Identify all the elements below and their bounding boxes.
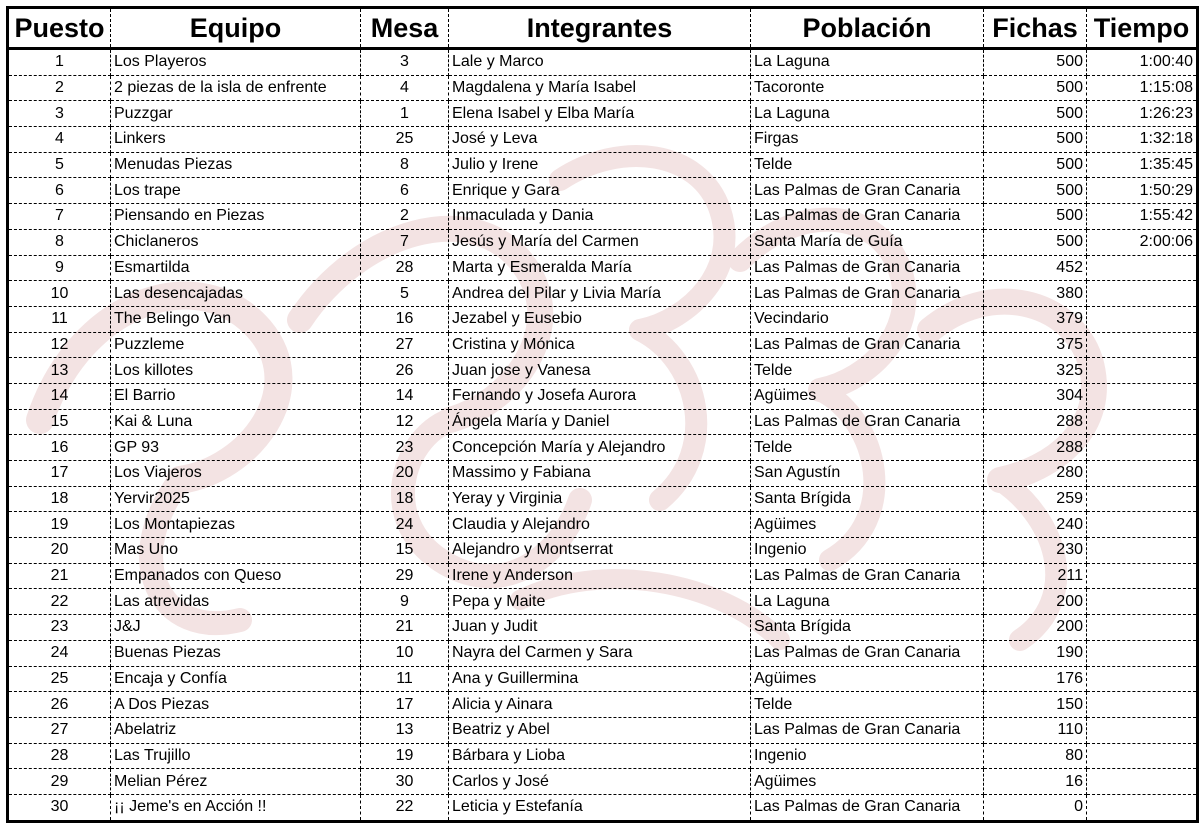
table-row: [8, 717, 1198, 743]
cell-equipo: Encaja y Confía: [111, 666, 361, 692]
cell-tiempo: [1087, 563, 1198, 589]
cell-integrantes: Juan jose y Vanesa: [449, 358, 751, 384]
cell-integrantes: Ana y Guillermina: [449, 666, 751, 692]
cell-tiempo: [1087, 794, 1198, 821]
cell-mesa: 29: [361, 563, 449, 589]
cell-equipo: Las Trujillo: [111, 743, 361, 769]
cell-poblacion: Las Palmas de Gran Canaria: [751, 332, 984, 358]
cell-puesto: 1: [8, 49, 111, 76]
cell-equipo: Mas Uno: [111, 538, 361, 564]
table-row: [8, 563, 1198, 589]
cell-equipo: Puzzgar: [111, 101, 361, 127]
cell-fichas: 288: [984, 409, 1087, 435]
cell-mesa: 16: [361, 306, 449, 332]
cell-fichas: 325: [984, 358, 1087, 384]
cell-poblacion: Ingenio: [751, 538, 984, 564]
cell-mesa: 6: [361, 178, 449, 204]
cell-puesto: 11: [8, 306, 111, 332]
cell-mesa: 8: [361, 152, 449, 178]
table-row: [8, 358, 1198, 384]
cell-tiempo: 2:00:06: [1087, 229, 1198, 255]
header-poblacion: Población: [751, 8, 984, 49]
cell-fichas: 375: [984, 332, 1087, 358]
cell-equipo: Melian Pérez: [111, 769, 361, 795]
cell-mesa: 30: [361, 769, 449, 795]
cell-integrantes: Leticia y Estefanía: [449, 794, 751, 821]
cell-tiempo: [1087, 281, 1198, 307]
cell-mesa: 26: [361, 358, 449, 384]
cell-mesa: 18: [361, 486, 449, 512]
cell-equipo: Las atrevidas: [111, 589, 361, 615]
cell-poblacion: La Laguna: [751, 49, 984, 76]
cell-puesto: 29: [8, 769, 111, 795]
cell-equipo: Abelatriz: [111, 717, 361, 743]
cell-integrantes: Bárbara y Lioba: [449, 743, 751, 769]
cell-tiempo: 1:50:29: [1087, 178, 1198, 204]
cell-tiempo: [1087, 332, 1198, 358]
cell-poblacion: Ingenio: [751, 743, 984, 769]
header-tiempo: Tiempo: [1087, 8, 1198, 49]
table-row: [8, 794, 1198, 821]
cell-integrantes: Enrique y Gara: [449, 178, 751, 204]
cell-mesa: 24: [361, 512, 449, 538]
cell-integrantes: Yeray y Virginia: [449, 486, 751, 512]
cell-tiempo: [1087, 666, 1198, 692]
cell-equipo: Los Playeros: [111, 49, 361, 76]
cell-poblacion: Telde: [751, 152, 984, 178]
cell-integrantes: José y Leva: [449, 127, 751, 153]
table-row: [8, 75, 1198, 101]
cell-mesa: 9: [361, 589, 449, 615]
cell-fichas: 16: [984, 769, 1087, 795]
cell-puesto: 24: [8, 640, 111, 666]
cell-integrantes: Julio y Irene: [449, 152, 751, 178]
cell-fichas: 500: [984, 127, 1087, 153]
cell-fichas: 200: [984, 615, 1087, 641]
cell-mesa: 15: [361, 538, 449, 564]
cell-poblacion: Telde: [751, 358, 984, 384]
cell-fichas: 150: [984, 692, 1087, 718]
header-fichas: Fichas: [984, 8, 1087, 49]
cell-poblacion: Telde: [751, 692, 984, 718]
cell-tiempo: 1:15:08: [1087, 75, 1198, 101]
cell-integrantes: Jesús y María del Carmen: [449, 229, 751, 255]
cell-tiempo: [1087, 486, 1198, 512]
table-row: [8, 383, 1198, 409]
cell-puesto: 30: [8, 794, 111, 821]
cell-equipo: Los Viajeros: [111, 461, 361, 487]
table-row: [8, 49, 1198, 76]
cell-puesto: 4: [8, 127, 111, 153]
cell-equipo: Linkers: [111, 127, 361, 153]
cell-fichas: 379: [984, 306, 1087, 332]
table-row: [8, 589, 1198, 615]
cell-tiempo: [1087, 435, 1198, 461]
cell-mesa: 25: [361, 127, 449, 153]
cell-fichas: 500: [984, 204, 1087, 230]
table-row: [8, 640, 1198, 666]
cell-fichas: 500: [984, 75, 1087, 101]
table-row: [8, 435, 1198, 461]
cell-poblacion: Agüimes: [751, 769, 984, 795]
cell-poblacion: San Agustín: [751, 461, 984, 487]
cell-fichas: 200: [984, 589, 1087, 615]
cell-equipo: El Barrio: [111, 383, 361, 409]
cell-integrantes: Alicia y Ainara: [449, 692, 751, 718]
cell-integrantes: Cristina y Mónica: [449, 332, 751, 358]
cell-integrantes: Juan y Judit: [449, 615, 751, 641]
cell-puesto: 19: [8, 512, 111, 538]
cell-fichas: 259: [984, 486, 1087, 512]
cell-integrantes: Massimo y Fabiana: [449, 461, 751, 487]
cell-puesto: 23: [8, 615, 111, 641]
cell-equipo: Menudas Piezas: [111, 152, 361, 178]
cell-fichas: 80: [984, 743, 1087, 769]
cell-mesa: 11: [361, 666, 449, 692]
table-row: [8, 409, 1198, 435]
cell-mesa: 19: [361, 743, 449, 769]
cell-poblacion: Las Palmas de Gran Canaria: [751, 409, 984, 435]
cell-mesa: 1: [361, 101, 449, 127]
table-row: [8, 101, 1198, 127]
cell-tiempo: [1087, 512, 1198, 538]
cell-mesa: 5: [361, 281, 449, 307]
cell-mesa: 12: [361, 409, 449, 435]
cell-poblacion: Agüimes: [751, 512, 984, 538]
cell-fichas: 500: [984, 152, 1087, 178]
cell-integrantes: Marta y Esmeralda María: [449, 255, 751, 281]
cell-mesa: 17: [361, 692, 449, 718]
cell-fichas: 280: [984, 461, 1087, 487]
cell-tiempo: [1087, 589, 1198, 615]
cell-equipo: J&J: [111, 615, 361, 641]
cell-puesto: 14: [8, 383, 111, 409]
cell-puesto: 13: [8, 358, 111, 384]
header-integrantes: Integrantes: [449, 8, 751, 49]
header-equipo: Equipo: [111, 8, 361, 49]
cell-equipo: Buenas Piezas: [111, 640, 361, 666]
cell-puesto: 9: [8, 255, 111, 281]
cell-integrantes: Irene y Anderson: [449, 563, 751, 589]
cell-fichas: 500: [984, 49, 1087, 76]
cell-equipo: The Belingo Van: [111, 306, 361, 332]
cell-fichas: 190: [984, 640, 1087, 666]
cell-poblacion: Agüimes: [751, 666, 984, 692]
table-row: [8, 512, 1198, 538]
cell-poblacion: Telde: [751, 435, 984, 461]
table-row: [8, 461, 1198, 487]
cell-fichas: 176: [984, 666, 1087, 692]
cell-tiempo: [1087, 383, 1198, 409]
table-row: [8, 306, 1198, 332]
cell-puesto: 17: [8, 461, 111, 487]
cell-tiempo: 1:55:42: [1087, 204, 1198, 230]
cell-poblacion: Las Palmas de Gran Canaria: [751, 717, 984, 743]
cell-fichas: 211: [984, 563, 1087, 589]
cell-equipo: Las desencajadas: [111, 281, 361, 307]
cell-equipo: Los killotes: [111, 358, 361, 384]
cell-tiempo: [1087, 358, 1198, 384]
table-row: [8, 666, 1198, 692]
cell-tiempo: [1087, 461, 1198, 487]
cell-puesto: 21: [8, 563, 111, 589]
cell-poblacion: Vecindario: [751, 306, 984, 332]
cell-equipo: Los trape: [111, 178, 361, 204]
cell-integrantes: Concepción María y Alejandro: [449, 435, 751, 461]
cell-mesa: 10: [361, 640, 449, 666]
cell-mesa: 20: [361, 461, 449, 487]
cell-fichas: 500: [984, 229, 1087, 255]
cell-puesto: 10: [8, 281, 111, 307]
cell-equipo: Puzzleme: [111, 332, 361, 358]
cell-poblacion: Las Palmas de Gran Canaria: [751, 204, 984, 230]
cell-tiempo: [1087, 615, 1198, 641]
cell-fichas: 230: [984, 538, 1087, 564]
cell-puesto: 18: [8, 486, 111, 512]
cell-integrantes: Lale y Marco: [449, 49, 751, 76]
cell-tiempo: 1:26:23: [1087, 101, 1198, 127]
table-row: [8, 204, 1198, 230]
cell-tiempo: [1087, 538, 1198, 564]
cell-puesto: 3: [8, 101, 111, 127]
cell-tiempo: [1087, 692, 1198, 718]
cell-poblacion: Las Palmas de Gran Canaria: [751, 640, 984, 666]
table-row: [8, 486, 1198, 512]
cell-tiempo: [1087, 255, 1198, 281]
cell-tiempo: 1:00:40: [1087, 49, 1198, 76]
cell-equipo: 2 piezas de la isla de enfrente: [111, 75, 361, 101]
cell-integrantes: Fernando y Josefa Aurora: [449, 383, 751, 409]
cell-mesa: 28: [361, 255, 449, 281]
cell-integrantes: Magdalena y María Isabel: [449, 75, 751, 101]
cell-equipo: ¡¡ Jeme's en Acción !!: [111, 794, 361, 821]
results-table: [6, 6, 1199, 823]
cell-puesto: 26: [8, 692, 111, 718]
cell-integrantes: Nayra del Carmen y Sara: [449, 640, 751, 666]
cell-fichas: 304: [984, 383, 1087, 409]
cell-puesto: 2: [8, 75, 111, 101]
header-puesto: Puesto: [8, 8, 111, 49]
cell-integrantes: Jezabel y Eusebio: [449, 306, 751, 332]
cell-tiempo: [1087, 409, 1198, 435]
cell-fichas: 500: [984, 101, 1087, 127]
cell-fichas: 500: [984, 178, 1087, 204]
cell-fichas: 0: [984, 794, 1087, 821]
cell-integrantes: Inmaculada y Dania: [449, 204, 751, 230]
cell-integrantes: Carlos y José: [449, 769, 751, 795]
cell-tiempo: [1087, 306, 1198, 332]
table-row: [8, 255, 1198, 281]
cell-mesa: 21: [361, 615, 449, 641]
cell-integrantes: Ángela María y Daniel: [449, 409, 751, 435]
cell-equipo: Yervir2025: [111, 486, 361, 512]
cell-puesto: 28: [8, 743, 111, 769]
header-row: [8, 8, 1198, 49]
cell-puesto: 20: [8, 538, 111, 564]
cell-poblacion: Firgas: [751, 127, 984, 153]
cell-mesa: 3: [361, 49, 449, 76]
table-row: [8, 152, 1198, 178]
table-row: [8, 281, 1198, 307]
cell-equipo: A Dos Piezas: [111, 692, 361, 718]
cell-poblacion: Las Palmas de Gran Canaria: [751, 563, 984, 589]
cell-poblacion: Tacoronte: [751, 75, 984, 101]
cell-puesto: 25: [8, 666, 111, 692]
table-row: [8, 615, 1198, 641]
cell-poblacion: Agüimes: [751, 383, 984, 409]
cell-fichas: 110: [984, 717, 1087, 743]
cell-equipo: Piensando en Piezas: [111, 204, 361, 230]
cell-integrantes: Elena Isabel y Elba María: [449, 101, 751, 127]
cell-poblacion: Santa Brígida: [751, 615, 984, 641]
cell-puesto: 27: [8, 717, 111, 743]
cell-integrantes: Alejandro y Montserrat: [449, 538, 751, 564]
cell-equipo: GP 93: [111, 435, 361, 461]
cell-tiempo: 1:32:18: [1087, 127, 1198, 153]
cell-tiempo: [1087, 769, 1198, 795]
cell-fichas: 452: [984, 255, 1087, 281]
table-row: [8, 127, 1198, 153]
table-row: [8, 332, 1198, 358]
cell-tiempo: [1087, 743, 1198, 769]
cell-mesa: 27: [361, 332, 449, 358]
cell-mesa: 7: [361, 229, 449, 255]
cell-mesa: 23: [361, 435, 449, 461]
cell-puesto: 15: [8, 409, 111, 435]
cell-fichas: 380: [984, 281, 1087, 307]
cell-puesto: 7: [8, 204, 111, 230]
cell-poblacion: La Laguna: [751, 101, 984, 127]
cell-equipo: Esmartilda: [111, 255, 361, 281]
cell-poblacion: Las Palmas de Gran Canaria: [751, 255, 984, 281]
cell-mesa: 4: [361, 75, 449, 101]
cell-fichas: 240: [984, 512, 1087, 538]
table-row: [8, 538, 1198, 564]
cell-mesa: 14: [361, 383, 449, 409]
cell-puesto: 16: [8, 435, 111, 461]
table-row: [8, 229, 1198, 255]
cell-mesa: 2: [361, 204, 449, 230]
cell-equipo: Los Montapiezas: [111, 512, 361, 538]
table-row: [8, 769, 1198, 795]
cell-equipo: Kai & Luna: [111, 409, 361, 435]
cell-mesa: 13: [361, 717, 449, 743]
cell-integrantes: Pepa y Maite: [449, 589, 751, 615]
cell-poblacion: La Laguna: [751, 589, 984, 615]
table-row: [8, 743, 1198, 769]
cell-poblacion: Las Palmas de Gran Canaria: [751, 178, 984, 204]
header-mesa: Mesa: [361, 8, 449, 49]
cell-tiempo: [1087, 717, 1198, 743]
cell-poblacion: Las Palmas de Gran Canaria: [751, 281, 984, 307]
cell-poblacion: Las Palmas de Gran Canaria: [751, 794, 984, 821]
cell-puesto: 5: [8, 152, 111, 178]
cell-integrantes: Andrea del Pilar y Livia María: [449, 281, 751, 307]
cell-integrantes: Beatriz y Abel: [449, 717, 751, 743]
cell-puesto: 12: [8, 332, 111, 358]
cell-mesa: 22: [361, 794, 449, 821]
cell-equipo: Empanados con Queso: [111, 563, 361, 589]
cell-tiempo: 1:35:45: [1087, 152, 1198, 178]
cell-equipo: Chiclaneros: [111, 229, 361, 255]
cell-puesto: 8: [8, 229, 111, 255]
cell-poblacion: Santa Brígida: [751, 486, 984, 512]
table-row: [8, 178, 1198, 204]
cell-puesto: 6: [8, 178, 111, 204]
cell-tiempo: [1087, 640, 1198, 666]
cell-fichas: 288: [984, 435, 1087, 461]
table-row: [8, 692, 1198, 718]
cell-puesto: 22: [8, 589, 111, 615]
cell-poblacion: Santa María de Guía: [751, 229, 984, 255]
cell-integrantes: Claudia y Alejandro: [449, 512, 751, 538]
